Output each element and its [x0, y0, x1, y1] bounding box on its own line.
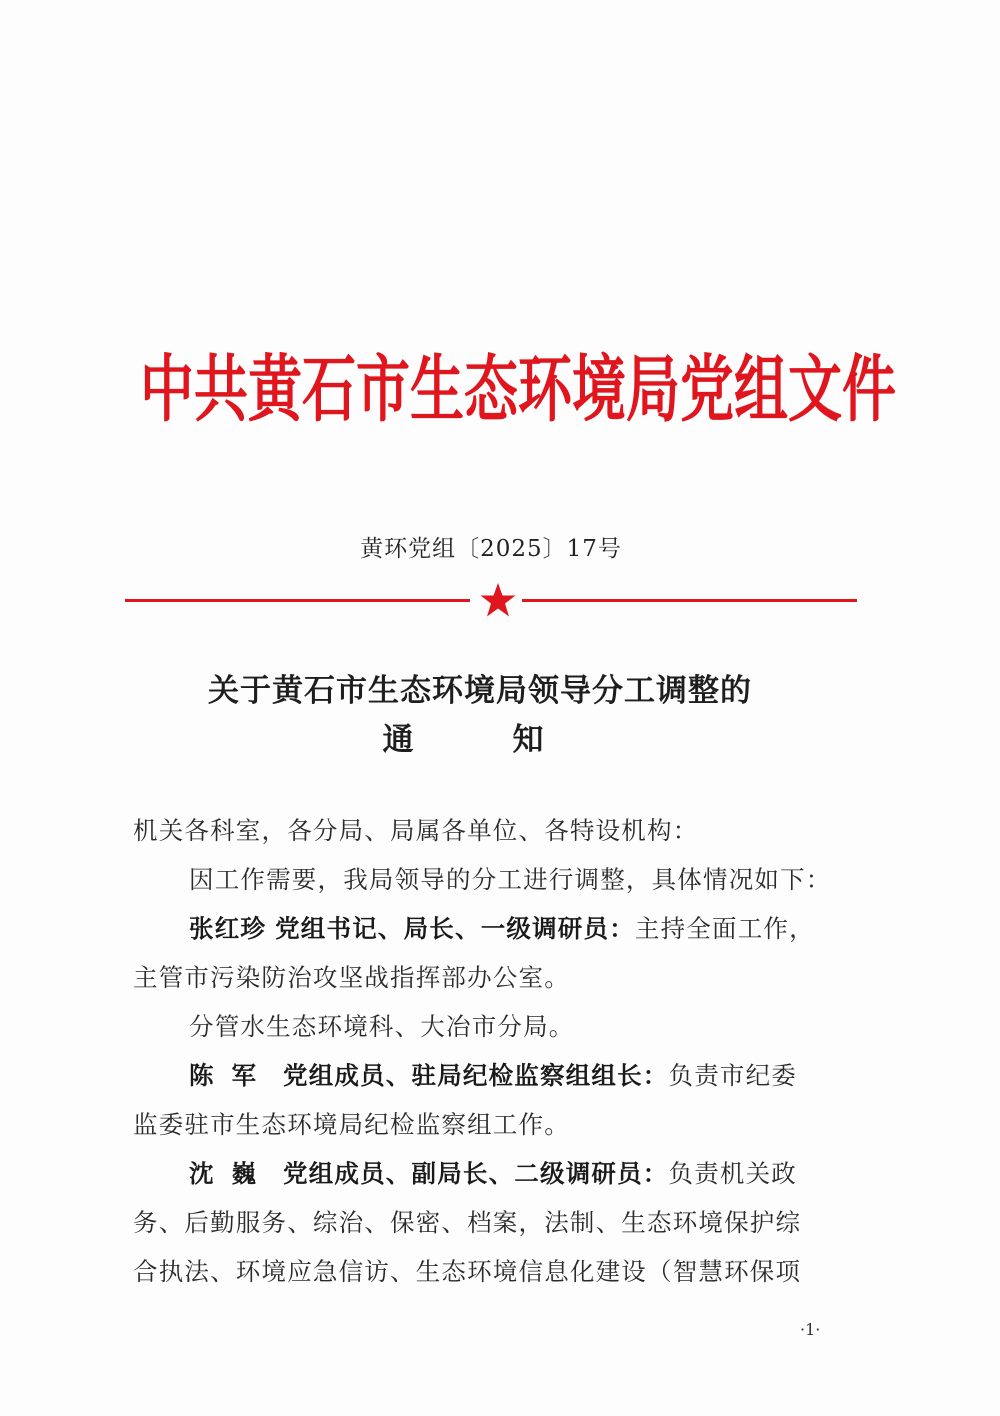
notice-title-text: 通 知 [382, 722, 578, 758]
page-number: ·1· [800, 1320, 821, 1339]
red-rule-left [125, 599, 470, 602]
red-rule-right [522, 599, 857, 602]
leader-1-duty-b: 主管市污染防治攻坚战指挥部办公室。 [133, 963, 570, 992]
leader-3-duty-c: 合执法、环境应急信访、生态环境信息化建设（智慧环保项 [133, 1257, 802, 1286]
leader-3-line [133, 1149, 833, 1198]
intro-paragraph: 因工作需要，我局领导的分工进行调整，具体情况如下： [189, 865, 832, 894]
leader-1-name: 张红珍 [189, 914, 267, 943]
leader-2-duty-a: 负责市纪委 [668, 1061, 797, 1090]
red-star-icon [478, 580, 518, 620]
red-header-title: 中共黄石市生态环境局党组文件 [140, 346, 896, 432]
leader-1-role: 党组书记、局长、一级调研员： [275, 914, 635, 943]
leader-2-role: 党组成员、驻局纪检监察组组长： [283, 1061, 669, 1090]
leader-2-duty-b: 监委驻市生态环境局纪检监察组工作。 [133, 1110, 570, 1139]
leader-2-line [133, 1051, 833, 1100]
leader-1-line [133, 904, 833, 953]
leader-3-role: 党组成员、副局长、二级调研员： [283, 1159, 669, 1188]
notice-title-line1: 关于黄石市生态环境局领导分工调整的 [208, 673, 752, 709]
notice-title-line2 [0, 714, 960, 759]
leader-2-name: 陈军 [189, 1061, 274, 1090]
leader-1-duty-c: 分管水生态环境科、大冶市分局。 [189, 1012, 575, 1041]
leader-3-duty-b: 务、后勤服务、综治、保密、档案，法制、生态环境保护综 [133, 1208, 802, 1237]
document-number: 黄环党组〔2025〕17号 [360, 536, 622, 562]
leader-3-name: 沈巍 [189, 1159, 274, 1188]
leader-1-duty-a: 主持全面工作， [634, 914, 815, 943]
salutation: 机关各科室，各分局、局属各单位、各特设机构： [133, 816, 699, 845]
notice-body [133, 806, 833, 1296]
leader-3-duty-a: 负责机关政 [668, 1159, 797, 1188]
